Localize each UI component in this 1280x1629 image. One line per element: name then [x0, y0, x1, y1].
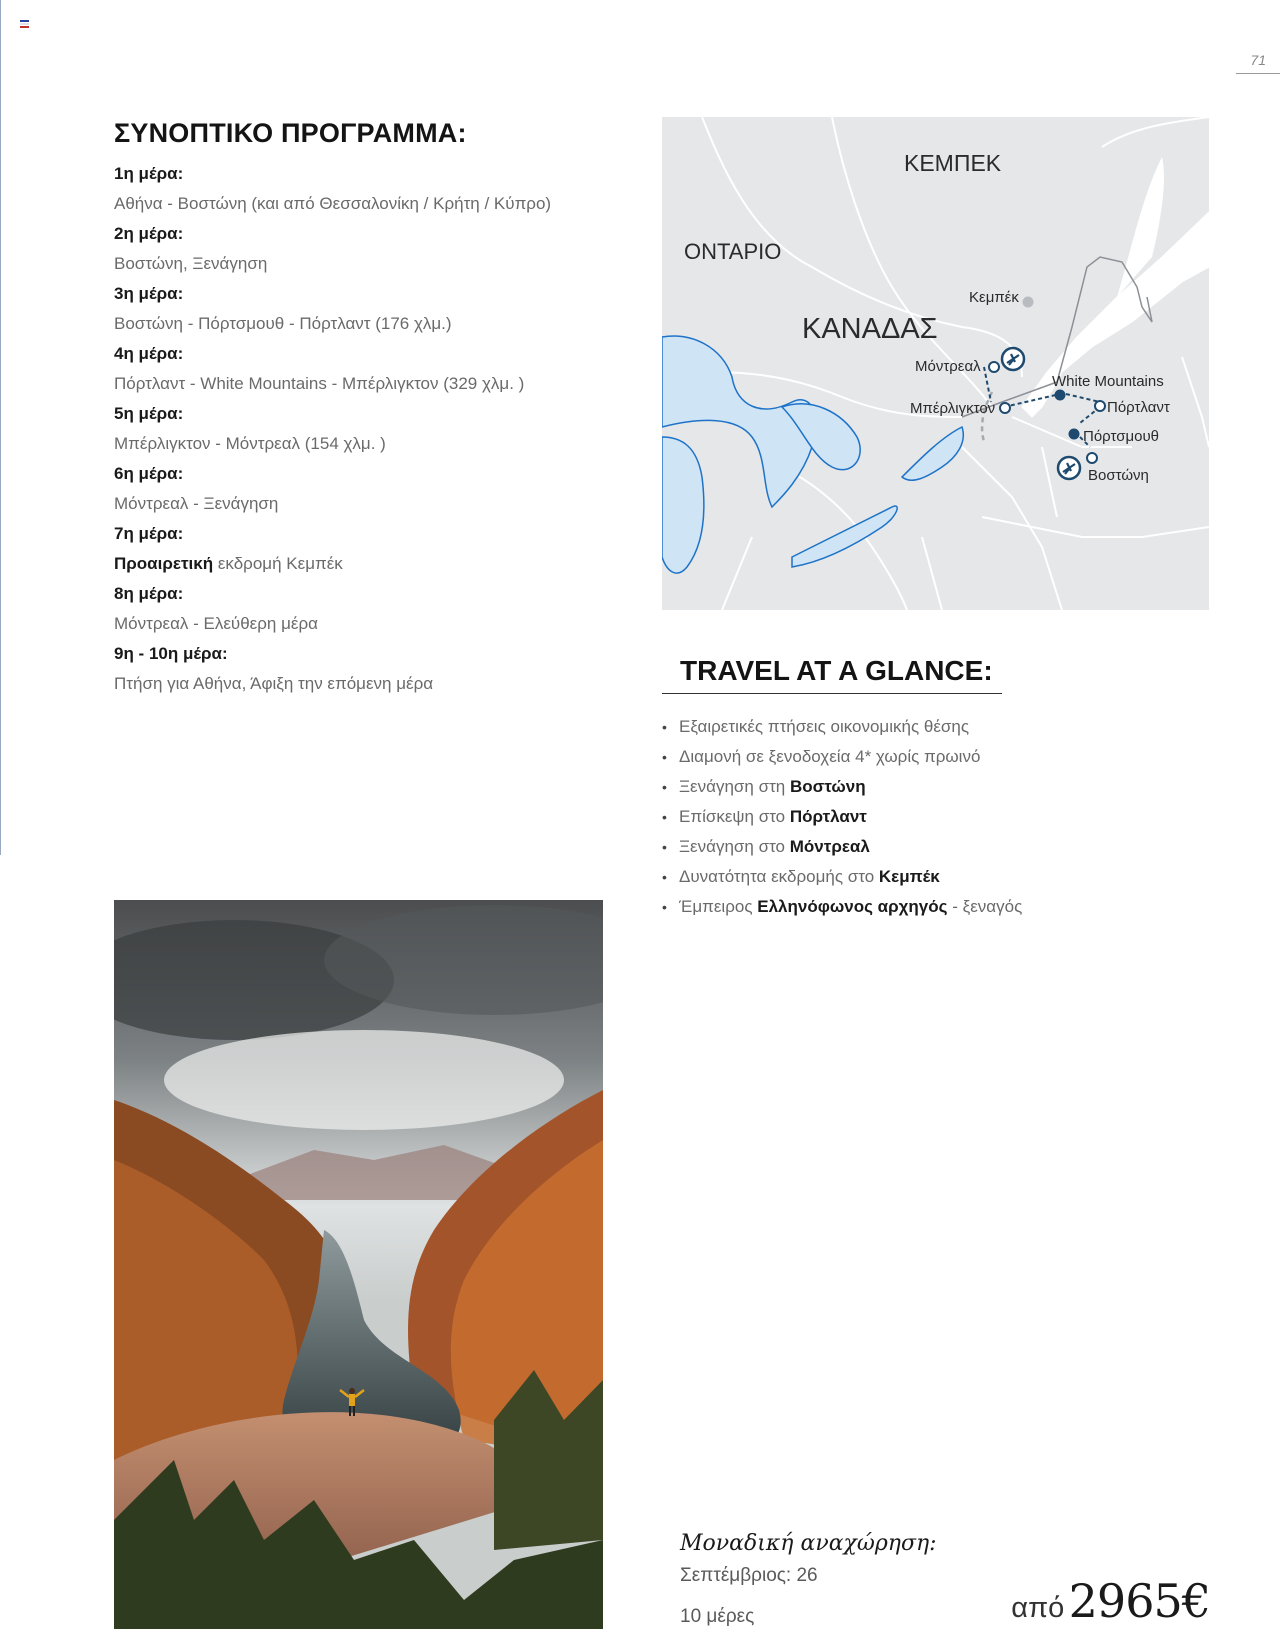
day-desc: Μπέρλιγκτον - Μόντρεαλ (154 χλμ. ): [114, 434, 386, 453]
city-label-montreal: Μόντρεαλ: [915, 358, 981, 375]
lake-michigan: [662, 437, 704, 573]
city-dot-boston: [1087, 453, 1097, 463]
day-desc: Πόρτλαντ - White Mountains - Μπέρλιγκτον (329 χλμ. ): [114, 374, 525, 393]
airplane-icon: [1058, 457, 1080, 479]
region-label-ontario: ΟΝΤΑΡΙΟ: [684, 239, 782, 264]
day-desc: Μόντρεαλ - Ξενάγηση: [114, 494, 279, 513]
day-label: 8η μέρα:: [114, 584, 184, 603]
page-edge-line: [0, 0, 1, 855]
day-3: [114, 279, 634, 339]
travel-at-a-glance: [662, 655, 1222, 922]
day-desc: [114, 549, 634, 579]
city-label-white-mountains: White Mountains: [1052, 373, 1164, 390]
day-label: 7η μέρα:: [114, 524, 184, 543]
day-label: 3η μέρα:: [114, 284, 184, 303]
route-wm-portland: [1066, 394, 1100, 402]
glance-item: • Δυνατότητα εκδρομής στο Κεμπέκ: [662, 862, 1222, 892]
city-label-boston: Βοστώνη: [1088, 467, 1149, 484]
day-9-10: [114, 639, 634, 699]
day-1: [114, 159, 634, 219]
program-section: [114, 118, 634, 699]
autumn-lake-illustration: [114, 900, 603, 1629]
glance-item: • Εξαιρετικές πτήσεις οικονομικής θέσης: [662, 712, 1222, 742]
glance-item: • Διαμονή σε ξενοδοχεία 4* χωρίς πρωινό: [662, 742, 1222, 772]
day-label: 4η μέρα:: [114, 344, 184, 363]
lake-erie: [792, 506, 897, 567]
day-desc: Μόντρεαλ - Ελεύθερη μέρα: [114, 614, 318, 633]
departure-date: Σεπτέμβριος: 26: [680, 1565, 818, 1586]
city-label-burlington: Μπέρλιγκτον: [910, 400, 996, 417]
day-5: [114, 399, 634, 459]
day-desc: Βοστώνη, Ξενάγηση: [114, 254, 268, 273]
city-dot-portland: [1095, 401, 1105, 411]
route-map: [662, 117, 1209, 610]
day-label: 5η μέρα:: [114, 404, 184, 423]
city-dot-portsmouth: [1069, 429, 1080, 440]
city-dot-quebec: [1023, 297, 1034, 308]
price: [1011, 1574, 1210, 1628]
region-label-canada: ΚΑΝΑΔΑΣ: [802, 313, 938, 345]
departure-title: Μοναδική αναχώρηση:: [680, 1531, 937, 1556]
route-map-graphic: [662, 117, 1209, 610]
day-label: 2η μέρα:: [114, 224, 184, 243]
glance-list: [662, 712, 1222, 922]
city-label-portland: Πόρτλαντ: [1107, 399, 1170, 416]
city-dot-burlington: [1000, 403, 1010, 413]
program-title: ΣΥΝΟΠΤΙΚΟ ΠΡΟΓΡΑΜΜΑ:: [114, 118, 467, 148]
region-label-quebec: ΚΕΜΠΕΚ: [904, 150, 1002, 176]
day-label: 6η μέρα:: [114, 464, 184, 483]
glance-item: • Έμπειρος Ελληνόφωνος αρχηγός - ξεναγός: [662, 892, 1222, 922]
day-4: [114, 339, 634, 399]
glance-item: • Ξενάγηση στο Μόντρεαλ: [662, 832, 1222, 862]
trip-duration: 10 μέρες: [680, 1606, 755, 1627]
price-from: από: [1011, 1592, 1065, 1624]
day-8: [114, 579, 634, 639]
glance-item: • Ξενάγηση στη Βοστώνη: [662, 772, 1222, 802]
day-desc-text: εκδρομή Κεμπέκ: [213, 554, 343, 573]
flag-icon: [20, 20, 29, 28]
day-desc: Βοστώνη - Πόρτσμουθ - Πόρτλαντ (176 χλμ.): [114, 314, 452, 333]
day-7: [114, 519, 634, 579]
day-6: [114, 459, 634, 519]
page-number: 71: [1250, 52, 1266, 68]
autumn-lake-photo: [114, 900, 603, 1629]
city-label-quebec: Κεμπέκ: [969, 289, 1019, 306]
day-label: 1η μέρα:: [114, 164, 184, 183]
day-desc: Αθήνα - Βοστώνη (και από Θεσσαλονίκη / Κρήτη / Κύπρο): [114, 194, 552, 213]
city-label-portsmouth: Πόρτσμουθ: [1083, 428, 1159, 445]
glance-item: • Επίσκεψη στο Πόρτλαντ: [662, 802, 1222, 832]
day-desc: Πτήση για Αθήνα, Άφιξη την επόμενη μέρα: [114, 674, 434, 693]
day-desc-bold: Προαιρετική: [114, 554, 214, 573]
lake-ontario: [902, 427, 963, 480]
city-dot-white-mountains: [1055, 390, 1066, 401]
city-dot-montreal: [989, 362, 999, 372]
price-amount: 2965€: [1068, 1574, 1210, 1628]
day-label: 9η - 10η μέρα:: [114, 644, 228, 663]
airplane-icon: [1002, 348, 1024, 370]
page-number-rule: [1236, 73, 1280, 74]
glance-title: TRAVEL AT A GLANCE:: [662, 655, 1002, 694]
day-2: [114, 219, 634, 279]
